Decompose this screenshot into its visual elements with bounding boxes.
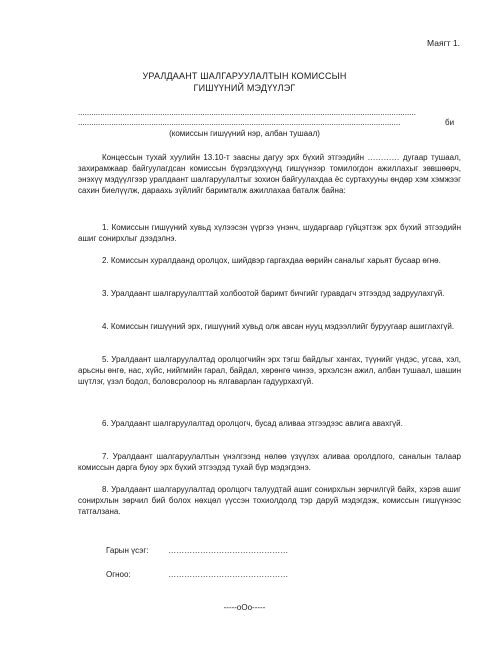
pledge-item-8: 8. Уралдаант шалгаруулалтад оролцогч талуудтай ашиг сонирхлын зөрчилгүй байх, хэрэв ашиг сонирхлын зөрчил бий болох нөхцөл үүссэн тохиолдолд тэр даруй мэдэгдэж, комиссын гишүүнээс татгалзана. bbox=[78, 485, 461, 516]
pledge-item-5: 5. Уралдаант шалгаруулалтад оролцогчийн эрх тэгш байдлыг хангах, түүнийг үндэс, угсаа, хэл, арьсны өнгө, нас, хүйс, нийгмийн гарал, байдал, хөрөнгө чинээ, эрхэлсэн ажил, албан тушаал, шашин шүтлэг, үзэл бодол, боловсролоор нь ялгаварлан гадуурхахгүй. bbox=[78, 355, 461, 386]
signature-row bbox=[106, 545, 288, 556]
pledge-item-3: 3. Уралдаант шалгаруулалттай холбоотой баримт бичгийг гуравдагч этгээдэд задруулахгүй. bbox=[102, 289, 445, 298]
date-line[interactable]: ……………………………………… bbox=[168, 570, 289, 579]
pledge-item-2: 2. Комиссын хуралдаанд оролцох, шийдвэр гаргахдаа өөрийн саналыг харьят бусаар өгнө. bbox=[102, 256, 441, 265]
pledge-item-6: 6. Уралдаант шалгаруулалтад оролцогч, бусад аливаа этгээдээс авлига авахгүй. bbox=[102, 419, 403, 428]
date-label: Огноо: bbox=[106, 570, 131, 579]
pledge-item-1: 1. Комиссын гишүүний хувьд хүлээсэн үүргээ үнэнч, шударгаар гүйцэтгэж эрх бүхий этгээдийн ашиг сонирхлыг дээдэлнэ. bbox=[78, 223, 461, 243]
intro-paragraph: Концессын тухай хуулийн 13.10-т заасны дагуу эрх бүхий этгээдийн ………… дугаар тушаал, захирамжаар байгуулагдсан комиссын бүрэлдэхүүнд гишүүнээр томилогдон ажиллахыг зөвшөөрч, энэхүү мэдүүлгээр уралдаант шалгаруулалтыг зохион байгуулахдаа ёс суртахууны өндөр хэм хэмжээг сахин биелүүлж, дараахь зүйлийг баримталж ажиллахаа баталж байна: bbox=[78, 153, 461, 195]
document-title bbox=[0, 70, 489, 94]
name-fill-line-2: ................................................................................................................................................. bbox=[78, 118, 401, 127]
end-mark: -----oOo----- bbox=[223, 603, 266, 612]
date-row bbox=[106, 569, 288, 580]
form-number: Маягт 1. bbox=[427, 38, 460, 48]
title-line-2: ГИШҮҮНИЙ МЭДҮҮЛЭГ bbox=[193, 83, 296, 93]
title-line-1: УРАЛДААНТ ШАЛГАРУУЛАЛТЫН КОМИССЫН bbox=[142, 71, 347, 81]
name-fill-suffix: би bbox=[445, 118, 455, 127]
signature-label: Гарын үсэг: bbox=[106, 546, 149, 555]
name-fill-caption: (комиссын гишүүний нэр, албан тушаал) bbox=[169, 129, 320, 138]
pledge-item-4: 4. Комиссын гишүүний эрх, гишүүний хувьд олж авсан нууц мэдээллийг буруугаар ашиглахгүй. bbox=[102, 322, 455, 331]
signature-line[interactable]: ……………………………………… bbox=[168, 546, 289, 555]
pledge-item-7: 7. Уралдаант шалгаруулалтын үнэлгээнд нөлөө үзүүлэх аливаа оролдлого, саналын талаар комиссын дарга буюу эрх бүхий этгээдэд тухай бүр мэдэгдэнэ. bbox=[78, 452, 461, 472]
name-fill-line-1: ........................................................................................................................................................ bbox=[78, 108, 416, 117]
